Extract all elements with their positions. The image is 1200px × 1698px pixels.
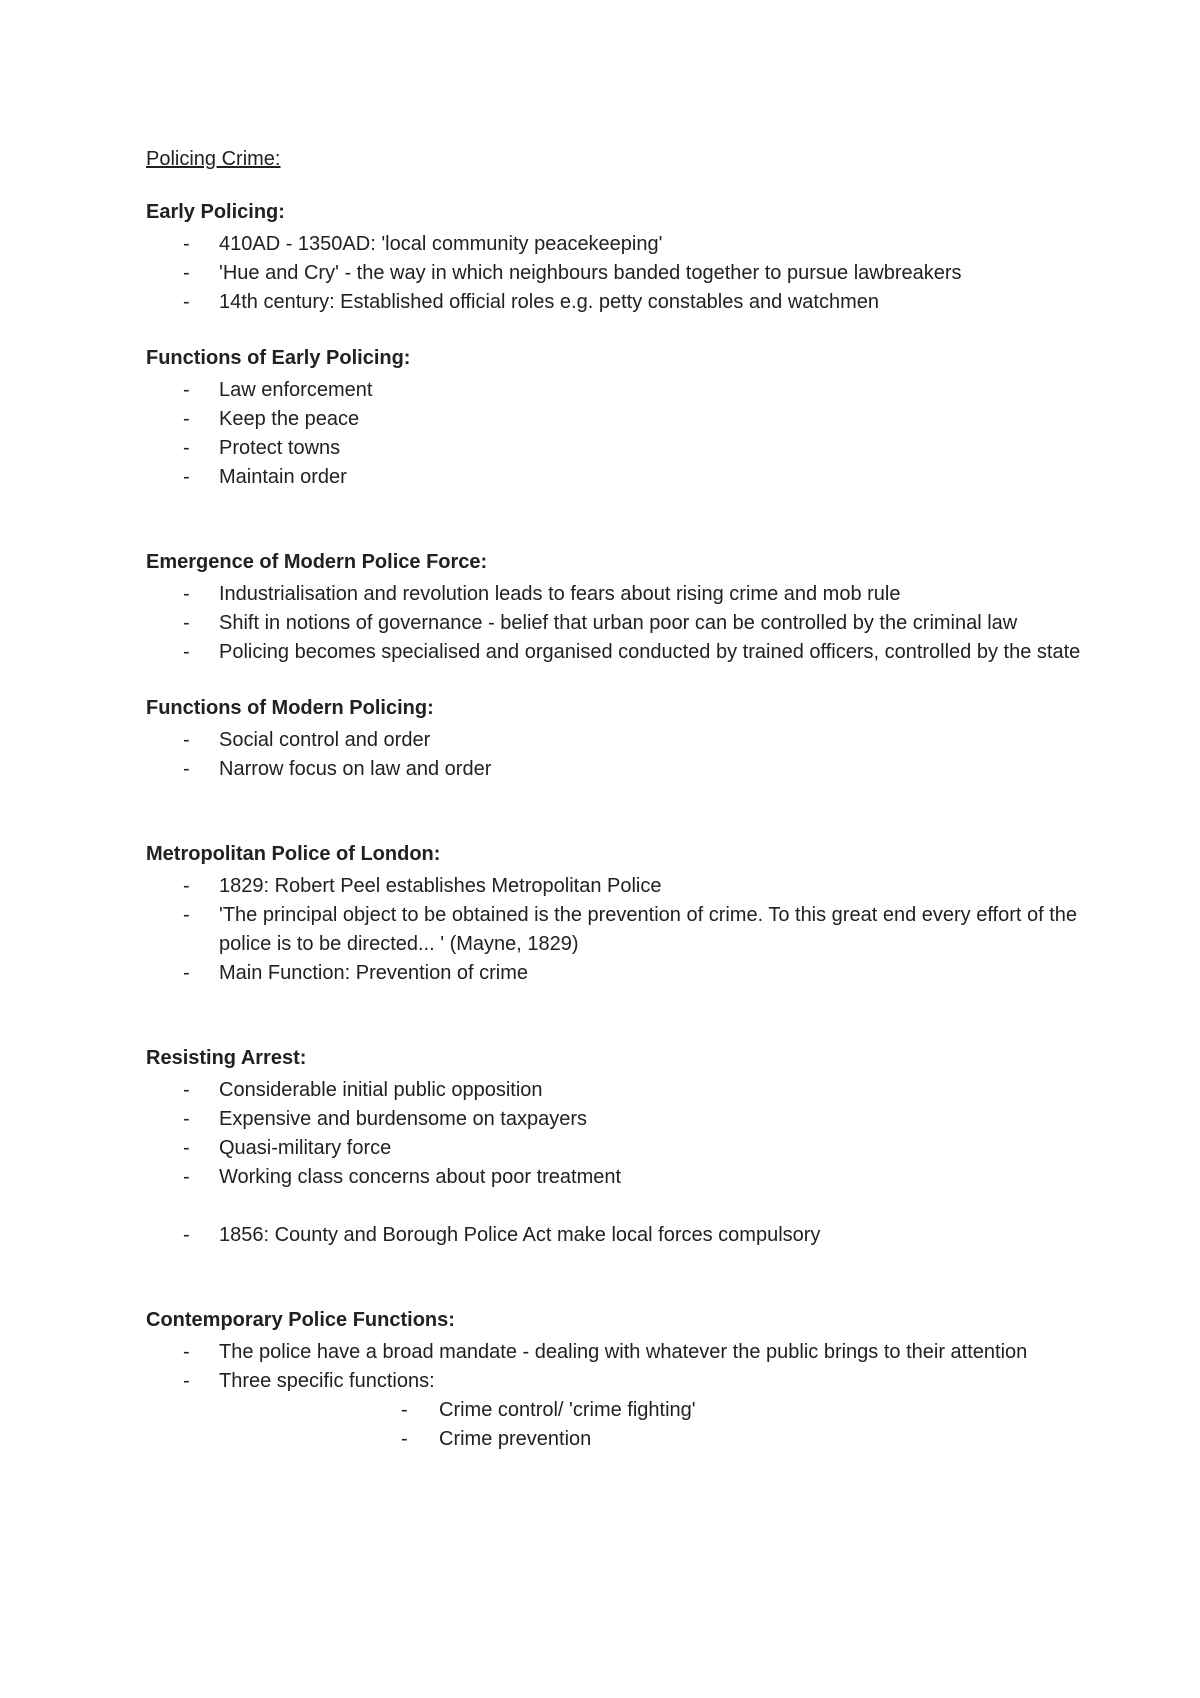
list-item: - Social control and order [146,726,1086,755]
section-early-policing [146,200,1086,317]
list-item: - 14th century: Established official roles e.g. petty constables and watchmen [146,288,1086,317]
list-item: - 1829: Robert Peel establishes Metropolitan Police [146,872,1086,901]
document-page [146,147,1086,1454]
list-item: - Keep the peace [146,405,1086,434]
bullet-list [146,872,1086,988]
list-item: - Quasi-military force [146,1134,1086,1163]
list-item: - Shift in notions of governance - belief that urban poor can be controlled by the criminal law [146,609,1086,638]
section-emergence-modern-police [146,550,1086,667]
list-item: - Considerable initial public opposition [146,1076,1086,1105]
sub-list-item: - Crime control/ 'crime fighting' [146,1396,1086,1425]
sub-bullet-list [146,1396,1086,1454]
list-item: - 410AD - 1350AD: 'local community peacekeeping' [146,230,1086,259]
bullet-list [146,1338,1086,1396]
list-item: - Law enforcement [146,376,1086,405]
section-heading: Metropolitan Police of London: [146,843,441,865]
document-title: Policing Crime: [146,148,281,170]
list-item: - 1856: County and Borough Police Act make local forces compulsory [146,1221,1086,1250]
list-item: - Three specific functions: [146,1367,1086,1396]
section-functions-early-policing [146,346,1086,492]
bullet-list [146,230,1086,317]
list-item: - Narrow focus on law and order [146,755,1086,784]
bullet-list [146,376,1086,492]
section-heading: Emergence of Modern Police Force: [146,551,488,573]
list-item: - Working class concerns about poor treatment [146,1163,1086,1192]
list-item: - Main Function: Prevention of crime [146,959,1086,988]
list-item: - 'Hue and Cry' - the way in which neighbours banded together to pursue lawbreakers [146,259,1086,288]
list-item: - Industrialisation and revolution leads to fears about rising crime and mob rule [146,580,1086,609]
section-resisting-arrest [146,1046,1086,1250]
list-item: - Maintain order [146,463,1086,492]
section-heading: Functions of Early Policing: [146,347,411,369]
section-functions-modern-policing [146,696,1086,784]
list-item: - Policing becomes specialised and organised conducted by trained officers, controlled by the state [146,638,1086,667]
list-item: - 'The principal object to be obtained is the prevention of crime. To this great end every effort of the police is to be directed... ' (Mayne, 1829) [146,901,1086,959]
section-heading: Resisting Arrest: [146,1047,307,1069]
section-heading: Functions of Modern Policing: [146,697,434,719]
bullet-list [146,580,1086,667]
section-heading: Early Policing: [146,201,285,223]
sub-list-item: - Crime prevention [146,1425,1086,1454]
list-item: - Protect towns [146,434,1086,463]
section-heading: Contemporary Police Functions: [146,1309,455,1331]
bullet-list [146,1076,1086,1250]
list-item: - The police have a broad mandate - dealing with whatever the public brings to their attention [146,1338,1086,1367]
section-contemporary-police-functions [146,1308,1086,1454]
list-item: - Expensive and burdensome on taxpayers [146,1105,1086,1134]
bullet-list [146,726,1086,784]
section-metropolitan-police [146,842,1086,988]
